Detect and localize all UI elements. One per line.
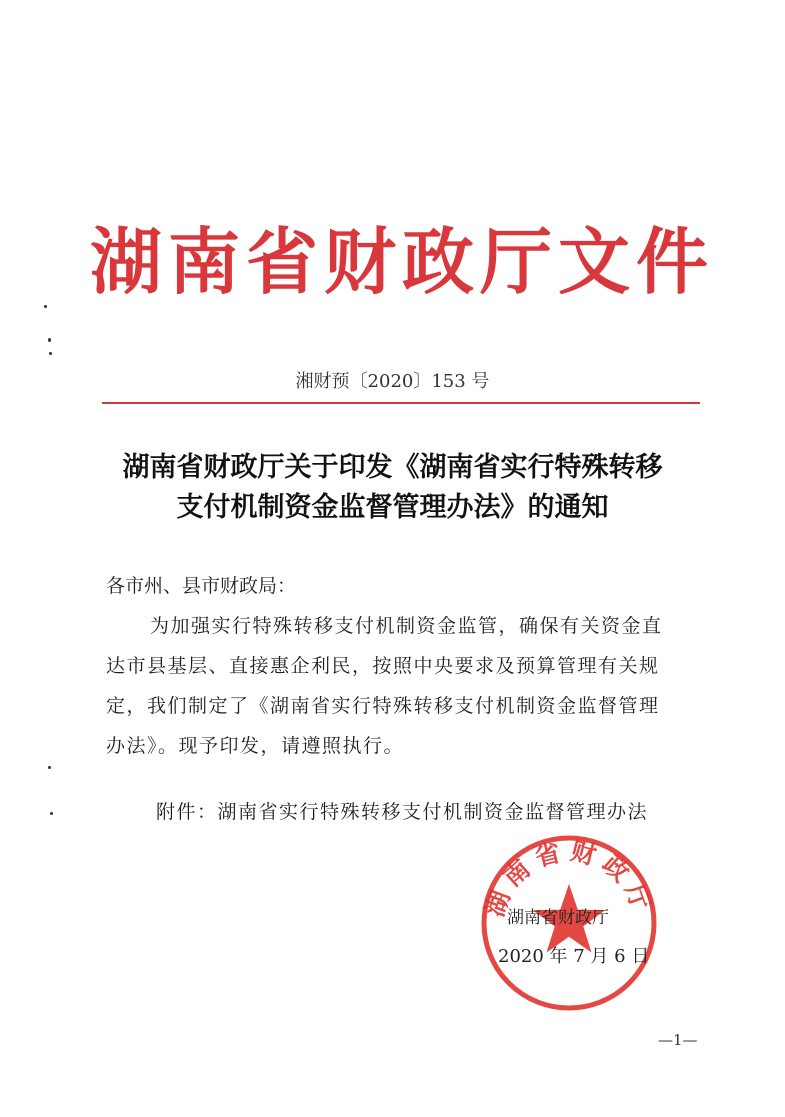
body-paragraph-line: 为加强实行特殊转移支付机制资金监管，确保有关资金直 (150, 615, 663, 637)
scan-speck (44, 305, 47, 308)
scan-speck (50, 812, 53, 815)
notice-title-line-1: 湖南省财政厅关于印发《湖南省实行特殊转移 (122, 452, 663, 483)
body-paragraph-line: 办法》。现予印发，请遵照执行。 (106, 735, 405, 757)
scan-speck (48, 338, 51, 342)
body-paragraph-line: 定，我们制定了《湖南省实行特殊转移支付机制资金监督管理 (106, 695, 660, 717)
seal-text: 湖南省财政厅 (480, 836, 658, 921)
addressee: 各市州、县市财政局： (106, 575, 297, 597)
scan-speck (48, 766, 51, 769)
notice-title-line-2: 支付机制资金监督管理办法》的通知 (176, 492, 609, 523)
document-number: 湘财预〔2020〕153 号 (295, 371, 490, 392)
document-header-title: 湖南省财政厅文件 (90, 219, 715, 304)
signing-organization: 湖南省财政厅 (507, 908, 609, 928)
notice-title (60, 448, 725, 528)
signing-date: 2020 年 7 月 6 日 (498, 946, 650, 967)
attachment-line: 附件：湖南省实行特殊转移支付机制资金监督管理办法 (156, 801, 649, 823)
body-paragraph-line: 达市县基层、直接惠企利民，按照中央要求及预算管理有关规 (106, 655, 660, 677)
header-red-rule (102, 402, 700, 404)
scan-speck (49, 352, 52, 355)
page-number: —1— (658, 1031, 698, 1049)
